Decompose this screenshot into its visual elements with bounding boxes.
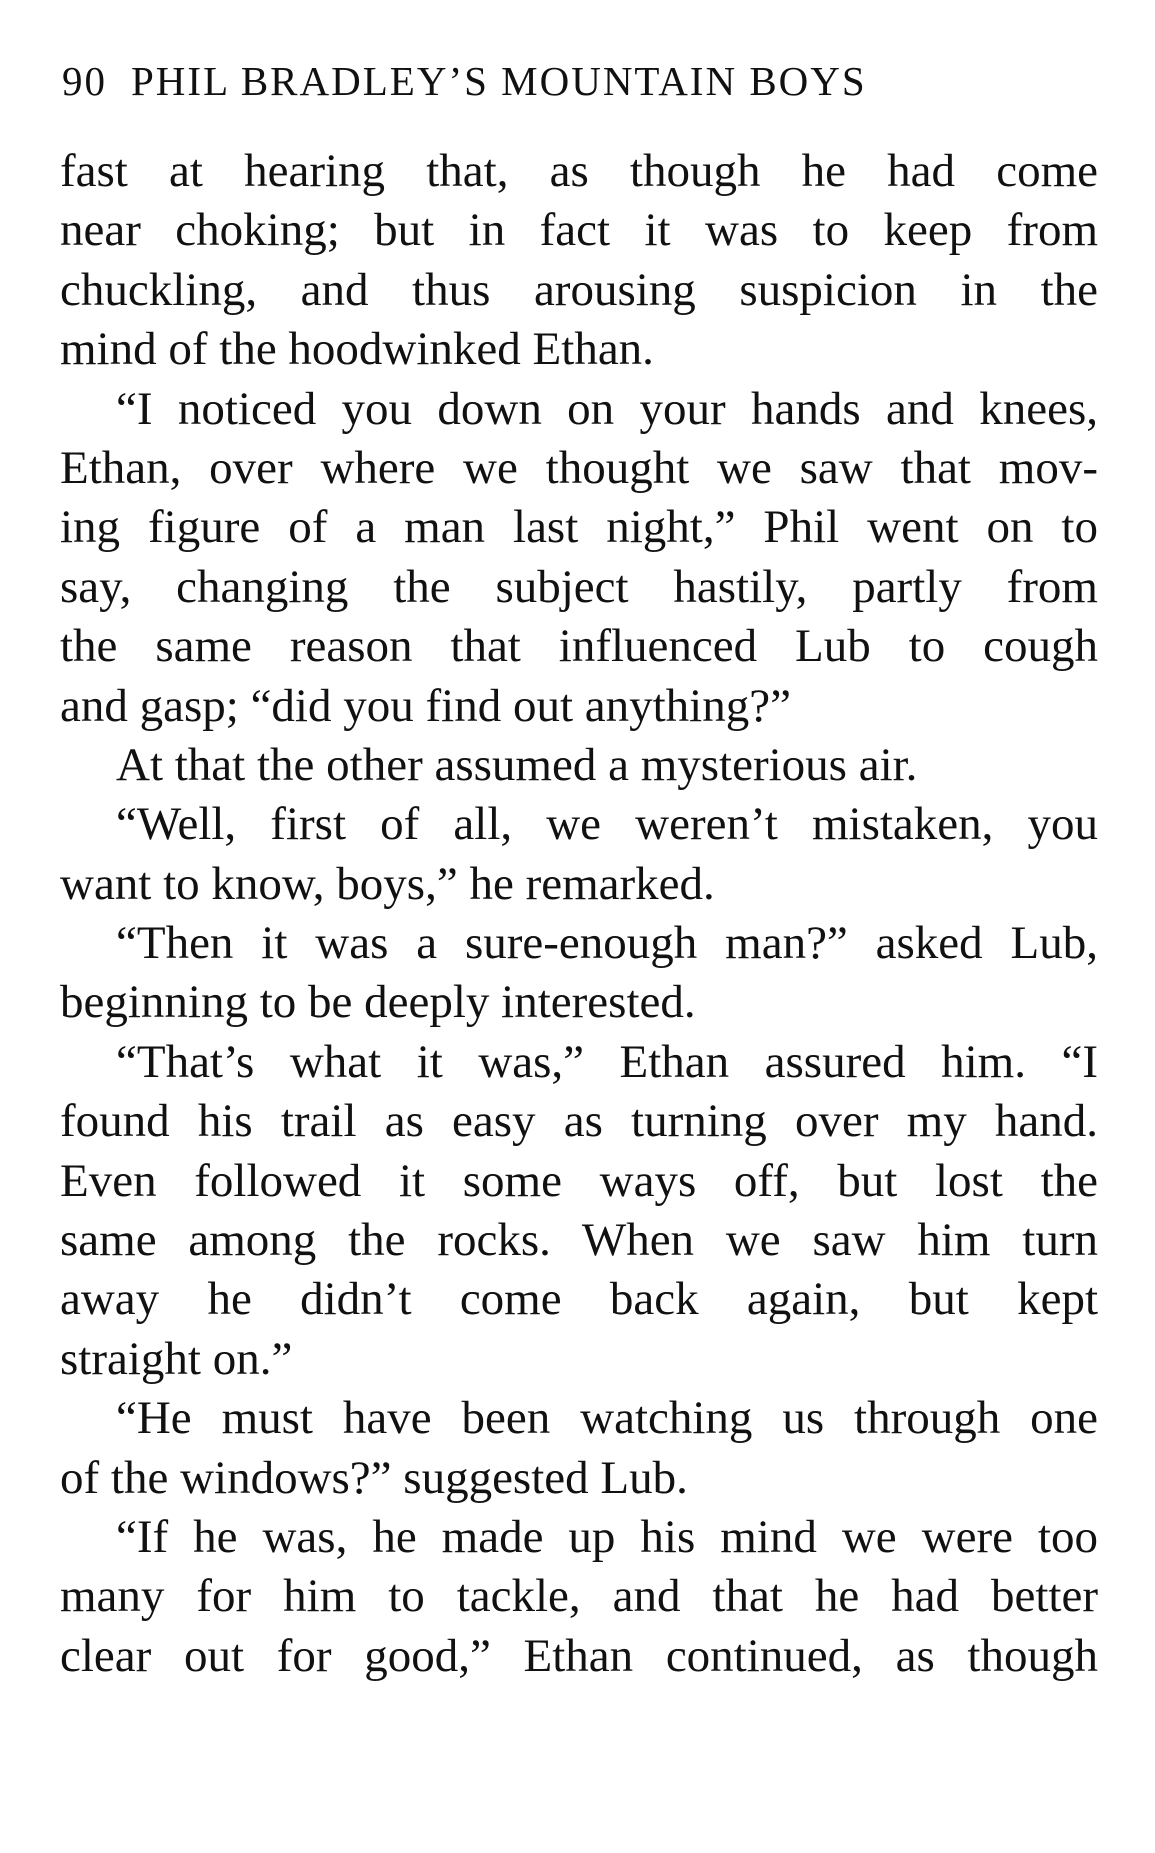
text-line: found his trail as easy as turning over my hand. <box>60 1095 1098 1148</box>
book-title: PHIL BRADLEY’S MOUNTAIN BOYS <box>131 58 867 104</box>
page-number: 90 <box>62 58 107 104</box>
running-head <box>62 56 1102 106</box>
text-line: Even followed it some ways off, but lost the <box>60 1154 1098 1207</box>
text-line: straight on.” <box>60 1332 293 1385</box>
text-line: want to know, boys,” he remarked. <box>60 857 715 910</box>
text-line: ing figure of a man last night,” Phil went on to <box>60 501 1098 554</box>
text-line: the same reason that influenced Lub to cough <box>60 620 1098 673</box>
text-line: clear out for good,” Ethan continued, as though <box>60 1629 1098 1682</box>
text-line: away he didn’t come back again, but kept <box>60 1273 1098 1326</box>
text-line: same among the rocks. When we saw him turn <box>60 1214 1098 1267</box>
text-line: of the windows?” suggested Lub. <box>60 1451 688 1504</box>
text-line: chuckling, and thus arousing suspicion in the <box>60 263 1098 316</box>
text-line: “That’s what it was,” Ethan assured him. “I <box>116 1035 1098 1088</box>
text-line: and gasp; “did you find out anything?” <box>60 679 791 732</box>
text-line: many for him to tackle, and that he had better <box>60 1570 1098 1623</box>
text-line: “If he was, he made up his mind we were too <box>116 1510 1098 1563</box>
text-line: “Then it was a sure-enough man?” asked Lub, <box>116 917 1098 970</box>
text-line: say, changing the subject hastily, partly from <box>60 560 1098 613</box>
text-line: near choking; but in fact it was to keep from <box>60 204 1098 257</box>
text-line: beginning to be deeply interested. <box>60 976 696 1029</box>
text-line: mind of the hoodwinked Ethan. <box>60 323 654 376</box>
text-line: Ethan, over where we thought we saw that mov- <box>60 441 1098 494</box>
text-line: “He must have been watching us through one <box>116 1392 1098 1445</box>
body-text <box>60 142 1098 1686</box>
text-line: At that the other assumed a mysterious air. <box>116 738 918 791</box>
text-line: “Well, first of all, we weren’t mistaken, you <box>116 798 1098 851</box>
text-line: fast at hearing that, as though he had come <box>60 145 1098 197</box>
text-line: “I noticed you down on your hands and knees, <box>116 382 1098 435</box>
